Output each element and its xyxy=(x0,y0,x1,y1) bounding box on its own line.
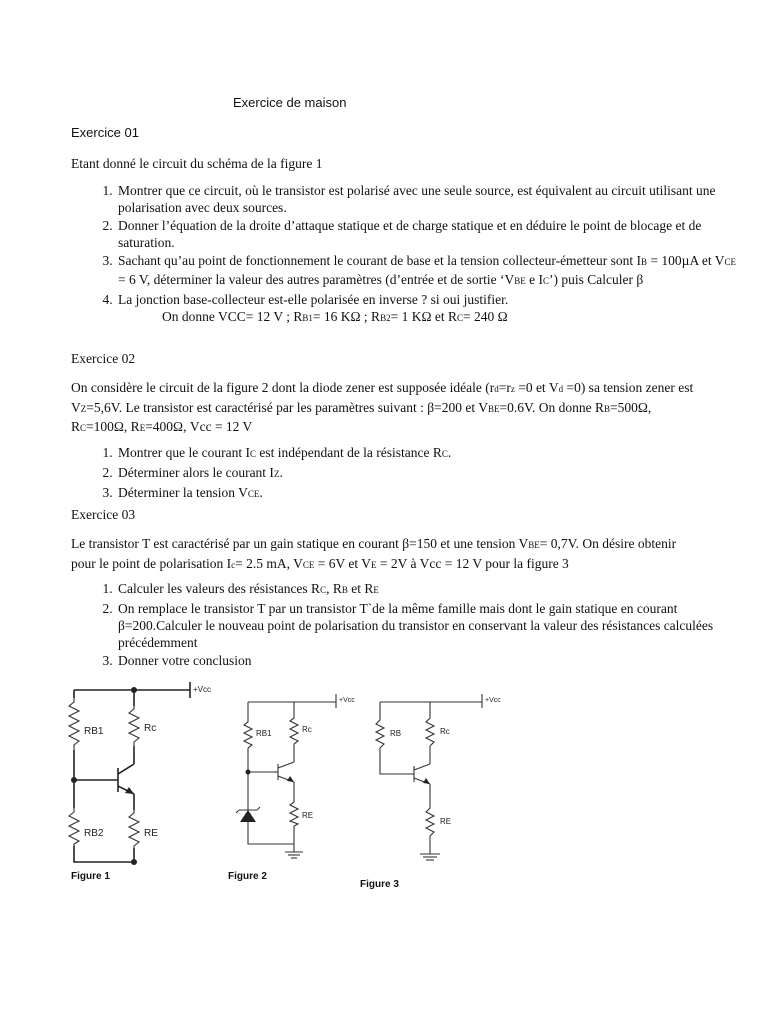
exercise-2-question-3: 3. Déterminer la tension VCE. xyxy=(116,484,746,503)
exercise-1-questions xyxy=(71,182,746,328)
exercise-3-question-3: 3. Donner votre conclusion xyxy=(116,652,746,669)
figure-1-vcc-terminal xyxy=(190,682,211,698)
exercise-2-questions xyxy=(71,444,746,504)
figure-2-transistor xyxy=(274,762,294,782)
exercise-1-question-1: 1. Montrer que ce circuit, où le transistor est polarisé avec une seule source, est équivalent au circuit utilisant une polarisation avec deux sources. xyxy=(116,182,746,216)
figure-3-resistor-rc xyxy=(426,716,434,746)
exercise-3-questions xyxy=(71,580,746,670)
exercise-2-heading: Exercice 02 xyxy=(71,351,136,366)
figure-1-resistor-rb1 xyxy=(69,698,79,750)
exercise-2-question-2: 2. Déterminer alors le courant IZ. xyxy=(116,464,746,483)
figure-1-label-re: RE xyxy=(144,828,158,839)
exercise-2-statement: On considère le circuit de la figure 2 dont la diode zener est supposée idéale (rd=rz =0 et Vd =0) sa tension zener est VZ=5,6V. Le transistor est caractérisé par les paramètres suivant : β=200 et VBE=0.6V. On donne RB=500Ω, RC=100Ω, RE=400Ω, Vcc = 12 V xyxy=(71,380,694,434)
figure-1-resistor-re xyxy=(129,810,139,848)
exercise-1-question-3: 3. Sachant qu’au point de fonctionnement le courant de base et la tension collecteur-émetteur sont IB = 100µA et VCE = 6 V, déterminer la valeur des autres paramètres (d’entrée et de sortie ‘VBE e IC’) puis Calculer β xyxy=(116,252,746,290)
exercise-3-question-1: 1. Calculer les valeurs des résistances RC, RB et RE xyxy=(116,580,746,599)
figure-2-label-rb1: RB1 xyxy=(256,729,272,738)
document-title: Exercice de maison xyxy=(233,95,347,110)
figure-1-label-rb1: RB1 xyxy=(84,726,104,737)
figure-3-circuit xyxy=(358,686,501,866)
figure-2-resistor-re xyxy=(290,800,298,826)
figure-3-resistor-re xyxy=(426,806,434,836)
figure-2-vcc-label: +Vcc xyxy=(339,697,355,704)
figure-2-vcc-terminal xyxy=(336,694,355,708)
figure-1-resistor-rb2 xyxy=(69,808,79,846)
figure-3-label-re: RE xyxy=(440,817,452,826)
figure-3-label-rb: RB xyxy=(390,729,402,738)
figure-3-label-rc: Rc xyxy=(440,727,450,736)
exercise-1-heading: Exercice 01 xyxy=(71,125,139,140)
figure-3-transistor xyxy=(412,764,430,784)
exercise-2-question-1: 1. Montrer que le courant IC est indépendant de la résistance RC. xyxy=(116,444,746,463)
exercise-3-question-2: 2. On remplace le transistor T par un transistor T`de la même famille mais dont le gain statique en courant β=200.Calculer le nouveau point de polarisation du transistor en conservant la valeur des résistances calculées précédemment xyxy=(116,600,746,651)
figure-1-label-rc: Rc xyxy=(144,723,157,734)
figure-2-label-rc: Rc xyxy=(302,725,312,734)
figure-1-caption: Figure 1 xyxy=(71,871,110,882)
figure-1-junction-dots xyxy=(71,687,137,865)
exercise-1-question-2: 2. Donner l’équation de la droite d’attaque statique et de charge statique et en déduire le point de blocage et de saturation. xyxy=(116,217,746,251)
exercise-1-intro: Etant donné le circuit du schéma de la figure 1 xyxy=(71,156,323,171)
figure-2-junction-dot xyxy=(246,770,251,775)
figure-2-caption: Figure 2 xyxy=(228,871,267,882)
figure-2-circuit xyxy=(228,686,355,861)
figure-1-resistor-rc xyxy=(129,706,139,746)
exercise-3-statement: Le transistor T est caractérisé par un gain statique en courant β=150 et une tension VBE= 0,7V. On désire obtenir pour le point de polarisation Ic= 2.5 mA, VCE = 6V et VE = 2V à Vcc = 12 V pour la figure 3 xyxy=(71,536,677,571)
figure-1-transistor xyxy=(118,764,134,794)
figure-3-vcc-label: +Vcc xyxy=(485,697,501,704)
exercise-1-given-values: On donne VCC= 12 V ; RB1= 16 KΩ ; RB2= 1 KΩ et RC= 240 Ω xyxy=(162,309,508,324)
figure-1-label-rb2: RB2 xyxy=(84,828,104,839)
figure-1-vcc-label: +Vcc xyxy=(193,685,212,694)
figure-2-label-re: RE xyxy=(302,811,314,820)
figure-2-ground-icon xyxy=(285,852,303,858)
exercise-1-question-4: 4. La jonction base-collecteur est-elle polarisée en inverse ? si oui justifier. On donne VCC= 12 V ; RB1= 16 KΩ ; RB2= 1 KΩ et RC= 240 Ω xyxy=(116,291,746,327)
figure-2-wiring xyxy=(248,702,336,852)
figure-1-circuit xyxy=(62,678,222,868)
figure-2-resistor-rb1 xyxy=(244,720,252,748)
figure-2-resistor-rc xyxy=(290,716,298,744)
figure-3-caption: Figure 3 xyxy=(360,879,399,890)
exercise-3-heading: Exercice 03 xyxy=(71,507,136,522)
figure-3-resistor-rb xyxy=(376,718,384,748)
figure-3-vcc-terminal xyxy=(482,694,501,708)
figure-3-ground-icon xyxy=(420,854,440,860)
